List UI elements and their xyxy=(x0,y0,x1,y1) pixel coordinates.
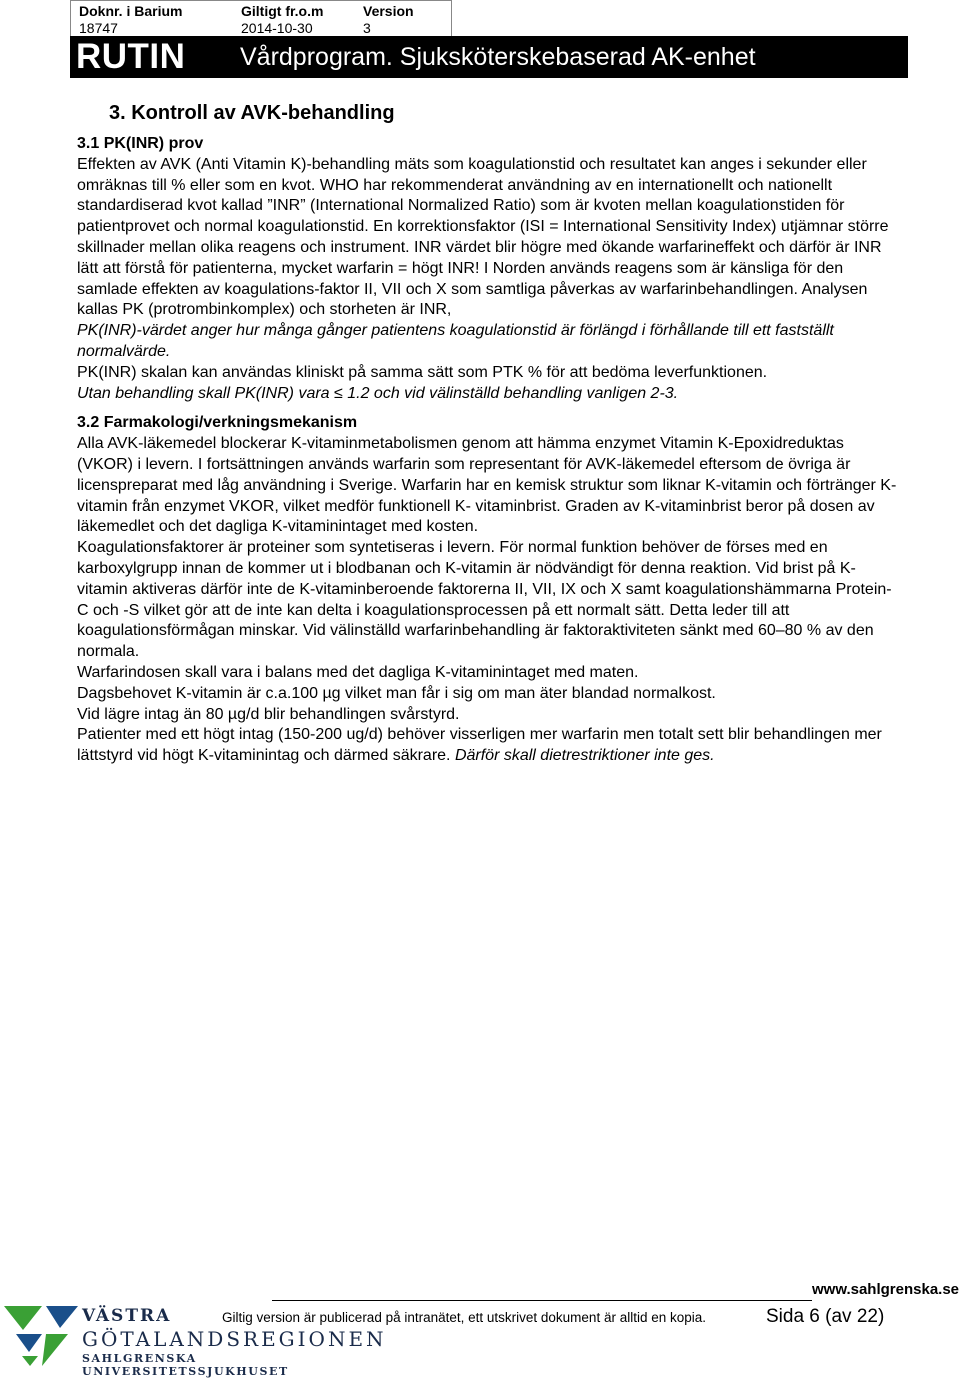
paragraph-text: Patienter med ett högt intag (150-200 ug/d) behöver visserligen mer warfarin men totalt sett blir behandlingen mer lättstyrd vid högt K-vitaminintag och därmed säkrare. xyxy=(77,726,882,765)
footer-divider xyxy=(272,1300,812,1301)
logo-text-2: GÖTALANDSREGIONEN xyxy=(82,1327,387,1351)
footer-url: www.sahlgrenska.se xyxy=(812,1281,960,1298)
paragraph-italic: Därför skall dietrestriktioner inte ges. xyxy=(454,747,715,765)
header-bar xyxy=(70,36,908,78)
logo-text-1: VÄSTRA xyxy=(82,1306,172,1326)
paragraph: Effekten av AVK (Anti Vitamin K)-behandling mäts som koagulationstid och resultatet kan anges i sekunder eller omräknas till % eller som en kvot. WHO har rekommenderat användning av en internationellt och nationellt standardiserad kvot kallad ”INR” (International Normalized Ratio) som är kvoten mellan koagulationstiden för patientprovet och normal koagulationstid. En korrektionsfaktor (ISI = International Sensitivity Index) utjämnar större skillnader mellan olika reagens och instrument. INR värdet blir högre med ökande warfarineffekt och därför är INR lätt att förstå för patienterna, mycket warfarin = högt INR! I Norden används reagens som är känsliga för den samlade effekten av koagulations-faktor II, VII och X som samtliga påverkas av warfarinbehandlingen. Analysen kallas PK (protrombinkomplex) och storheten är INR, xyxy=(77,155,889,319)
doknr-value: 18747 xyxy=(79,20,118,36)
paragraph-italic: Utan behandling skall PK(INR) vara ≤ 1.2 och vid välinställd behandling vanligen 2-3. xyxy=(77,384,679,402)
document-title: Vårdprogram. Sjuksköterskebaserad AK-enhet xyxy=(240,43,756,71)
paragraph: Dagsbehovet K-vitamin är c.a.100 µg vilket man får i sig om man äter blandad normalkost. xyxy=(77,684,716,702)
giltigt-value: 2014-10-30 xyxy=(241,20,313,36)
paragraph: Alla AVK-läkemedel blockerar K-vitaminmetabolismen genom att hämma enzymet Vitamin K-Epoxidreduktas (VKOR) i levern. I fortsättningen används warfarin som representant för AVK-läkemedel eftersom de övriga är licenspreparat med låg användning i Sverige. Warfarin har en kemisk struktur som liknar K-vitamin och förtränger K-vitamin från enzymet VKOR, vilket medför funktionell K- vitaminbrist. Graden av K-vitaminbrist beror på dosen av läkemedlet och det dagliga K-vitaminintaget med kosten. xyxy=(77,435,897,536)
version-value: 3 xyxy=(363,20,371,36)
document-meta-box xyxy=(70,0,452,37)
doknr-label: Doknr. i Barium xyxy=(79,3,183,19)
document-body xyxy=(77,100,897,767)
giltigt-label: Giltigt fr.o.m xyxy=(241,3,324,19)
paragraph: Warfarindosen skall vara i balans med det dagliga K-vitaminintaget med maten. xyxy=(77,663,639,681)
page-number: Sida 6 (av 22) xyxy=(766,1306,885,1327)
paragraph: Koagulationsfaktorer är proteiner som syntetiseras i levern. För normal funktion behöver de förses med en karboxylgrupp innan de kommer ut i blodbanan och K-vitamin är nödvändigt för denna reaktion. Vid brist på K-vitamin aktiveras därför inte de K-vitaminberoende faktorerna II, VII, IX och X samt koagulationshämmarna Protein- C och -S vilket gör att de inte kan delta i koagulationsprocessen på ett normalt sätt. Detta leder till att koagulationsförmågan minskar. Vid välinställd warfarinbehandling är faktoraktiviteten sänkt med 60–80 % av den normala. xyxy=(77,539,892,661)
subsection-heading-3-2: 3.2 Farmakologi/verkningsmekanism xyxy=(77,414,358,432)
footer-validity-note: Giltig version är publicerad på intranätet, ett utskrivet dokument är alltid en kopia. xyxy=(222,1310,707,1325)
logo-text-3: SAHLGRENSKA UNIVERSITETSSJUKHUSET xyxy=(82,1352,289,1378)
paragraph: Vid lägre intag än 80 µg/d blir behandlingen svårstyrd. xyxy=(77,705,460,723)
document-type: RUTIN xyxy=(76,37,186,76)
paragraph-italic: PK(INR)-värdet anger hur många gånger patientens koagulationstid är förlängd i förhållande till ett fastställt normalvärde. xyxy=(77,322,834,360)
logo-mark-icon xyxy=(2,1300,82,1370)
paragraph xyxy=(77,725,897,767)
paragraph: PK(INR) skalan kan användas kliniskt på samma sätt som PTK % för att bedöma leverfunktionen. xyxy=(77,363,768,381)
version-label: Version xyxy=(363,3,414,19)
subsection-heading-3-1: 3.1 PK(INR) prov xyxy=(77,135,204,152)
section-heading: 3. Kontroll av AVK-behandling xyxy=(109,102,395,124)
